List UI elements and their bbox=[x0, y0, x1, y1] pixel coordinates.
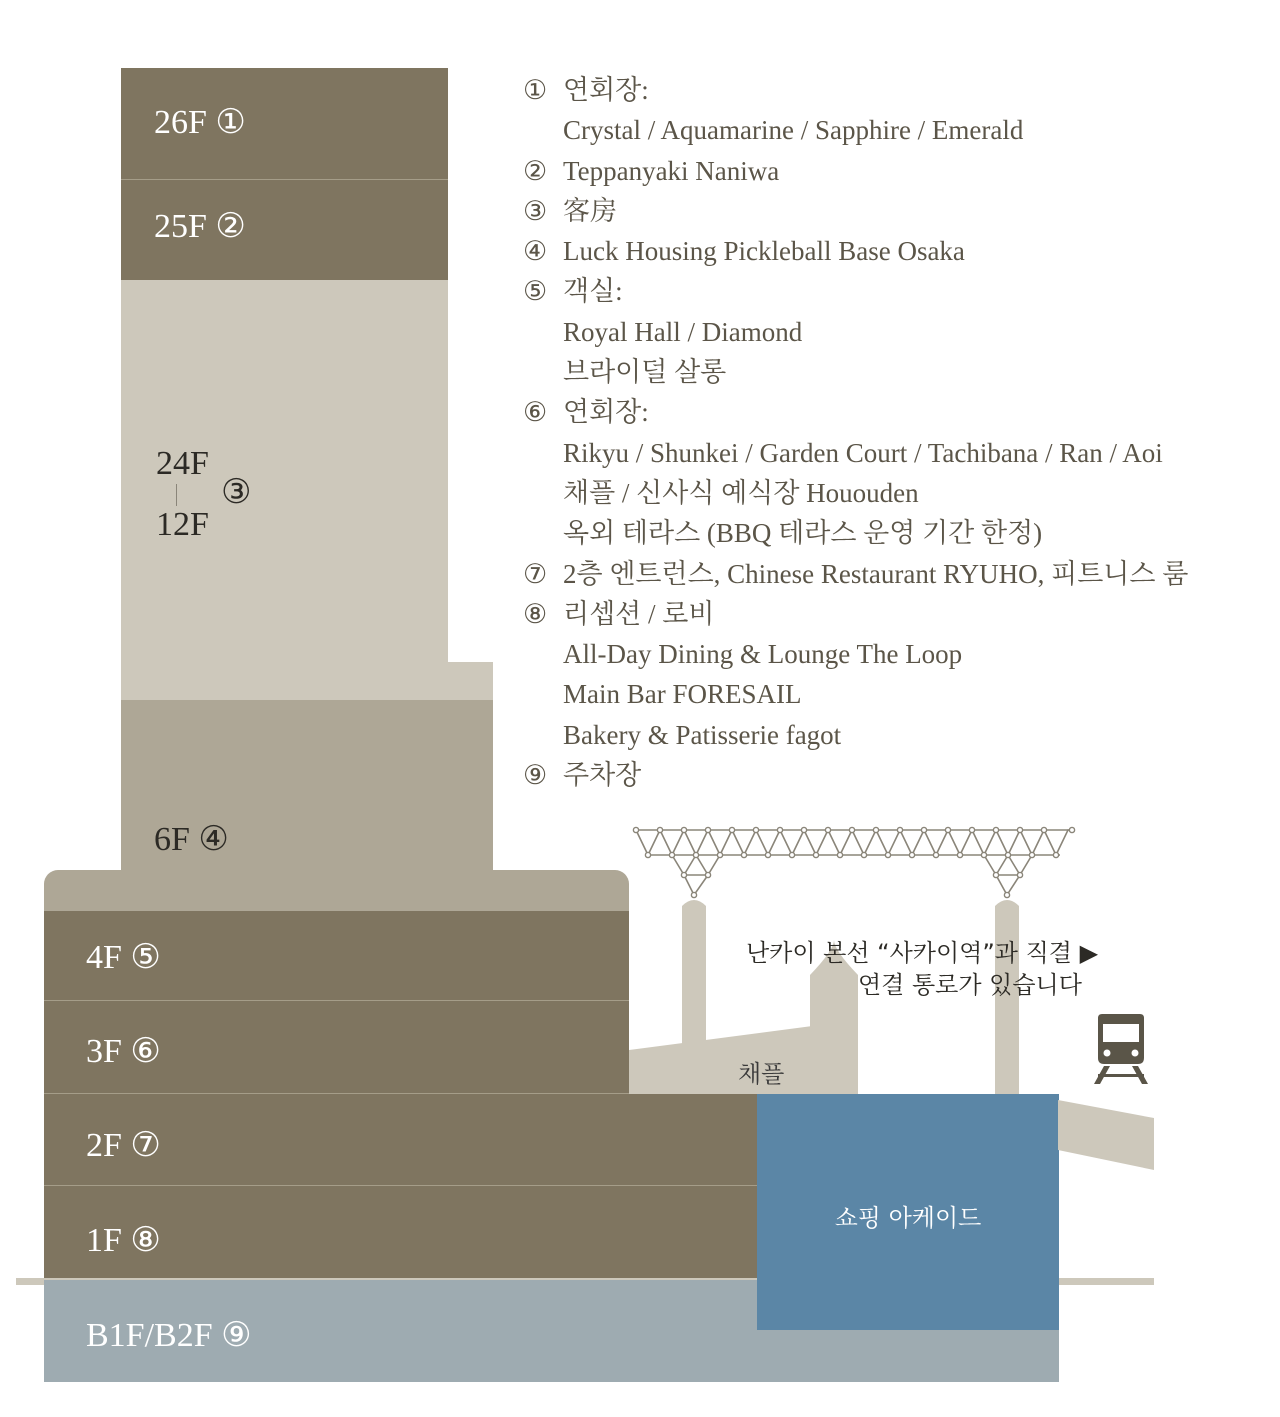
legend-text: Crystal / Aquamarine / Sapphire / Emerald bbox=[563, 115, 1024, 146]
floor-number: 1F bbox=[86, 1222, 122, 1259]
floor-marker: ⑧ bbox=[130, 1222, 161, 1259]
floor-label-1f bbox=[86, 1224, 161, 1258]
floor-label-b1f-b2f bbox=[86, 1319, 252, 1353]
floor-label-3f bbox=[86, 1035, 161, 1069]
floor-label-26f bbox=[154, 106, 246, 140]
floor-marker: ⑤ bbox=[130, 939, 161, 976]
floor-range-connector bbox=[176, 484, 177, 506]
floor-marker: ⑦ bbox=[130, 1127, 161, 1164]
legend-text: Luck Housing Pickleball Base Osaka bbox=[563, 236, 965, 267]
legend-text: 리셉션 / 로비 bbox=[563, 598, 715, 629]
legend-text: Bakery & Patisserie fagot bbox=[563, 719, 842, 750]
floor-number: 4F bbox=[86, 939, 122, 976]
train-icon bbox=[1094, 1014, 1148, 1084]
legend-text: 2층 엔트런스, Chinese Restaurant RYUHO, 피트니스 룸 bbox=[563, 558, 1189, 589]
legend-text: All-Day Dining & Lounge The Loop bbox=[563, 639, 963, 670]
legend-marker: ① bbox=[523, 75, 548, 105]
legend-text: 객실: bbox=[563, 276, 623, 307]
truss-structure bbox=[636, 830, 1072, 895]
floor-marker: ② bbox=[215, 208, 246, 245]
floor-label-25f bbox=[154, 210, 246, 244]
station-connection-line2: 연결 통로가 있습니다 bbox=[858, 971, 1082, 999]
floor-label-6f bbox=[154, 823, 229, 857]
floor-label-24f: 24F bbox=[156, 445, 209, 482]
legend-marker: ② bbox=[523, 155, 548, 186]
floor-number: 25F bbox=[154, 208, 207, 245]
legend-marker: ⑧ bbox=[523, 598, 548, 629]
legend-text: 채플 / 신사식 예식장 Hououden bbox=[563, 477, 919, 508]
legend-marker: ④ bbox=[523, 236, 548, 267]
legend-text: 주차장 bbox=[563, 760, 642, 791]
floor-label-2f bbox=[86, 1129, 161, 1163]
legend-text: Rikyu / Shunkei / Garden Court / Tachibana / Ran / Aoi bbox=[563, 437, 1163, 468]
rail-track-shape bbox=[1058, 1100, 1154, 1170]
floor-marker: ④ bbox=[198, 821, 229, 858]
legend-marker: ⑨ bbox=[523, 760, 548, 791]
legend-marker: ⑤ bbox=[523, 276, 548, 307]
floor-number: 26F bbox=[154, 104, 207, 141]
legend-text: Royal Hall / Diamond bbox=[563, 316, 803, 347]
legend-text: 옥외 테라스 (BBQ 테라스 운영 기간 한정) bbox=[563, 518, 1043, 549]
floor-label-4f bbox=[86, 941, 161, 975]
floor-marker: ⑥ bbox=[130, 1033, 161, 1070]
floor-marker: ① bbox=[215, 104, 246, 141]
legend-text: 客房 bbox=[563, 195, 617, 226]
floor-marker-3: ③ bbox=[221, 474, 252, 511]
station-connection-line1: 난카이 본선 “사카이역”과 직결 ▶ bbox=[746, 939, 1099, 967]
legend-text: Teppanyaki Naniwa bbox=[563, 155, 780, 186]
floor-number: B1F/B2F bbox=[86, 1317, 213, 1354]
shopping-arcade-label: 쇼핑 아케이드 bbox=[834, 1204, 982, 1232]
left-pillar bbox=[682, 900, 706, 1070]
floor-label-12f: 12F bbox=[156, 506, 209, 543]
floor-number: 6F bbox=[154, 821, 190, 858]
chapel-label: 채플 bbox=[738, 1060, 785, 1088]
floor-number: 2F bbox=[86, 1127, 122, 1164]
legend-marker: ⑥ bbox=[523, 397, 548, 428]
legend-marker: ⑦ bbox=[523, 558, 548, 589]
legend-text: 연회장: bbox=[563, 75, 649, 105]
legend-marker: ③ bbox=[523, 195, 548, 226]
floor-marker: ⑨ bbox=[221, 1317, 252, 1354]
legend-text: 브라이덜 살롱 bbox=[563, 357, 727, 388]
legend-text: 연회장: bbox=[563, 397, 649, 428]
floor-number: 3F bbox=[86, 1033, 122, 1070]
legend-text: Main Bar FORESAIL bbox=[563, 679, 802, 710]
